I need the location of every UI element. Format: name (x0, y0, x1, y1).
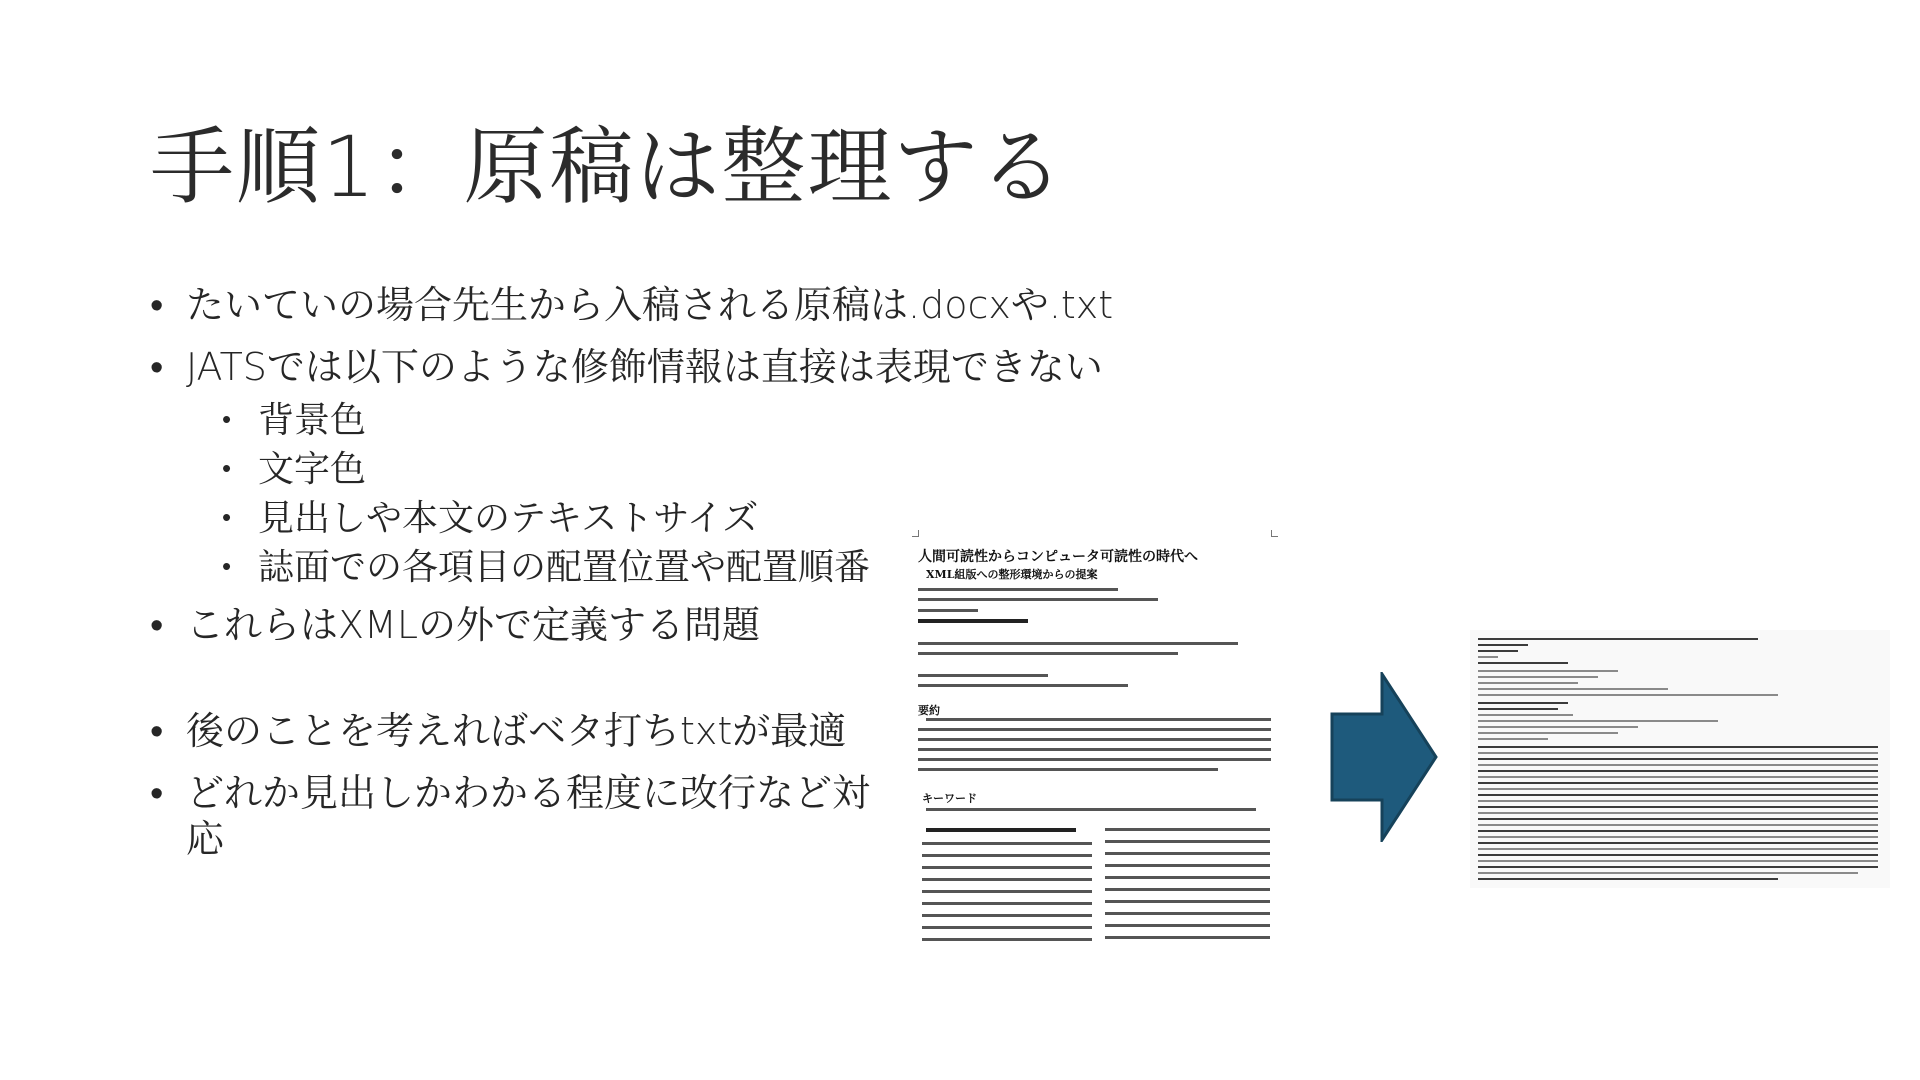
bullet-item: • どれか見出しかわかる程度に改行など対応 (150, 770, 906, 862)
docx-manuscript-thumbnail (910, 528, 1280, 960)
bullet-item: • 後のことを考えればベタ打ちtxtが最適 (150, 708, 910, 754)
doc-title: 人間可読性からコンピュータ可読性の時代へ (918, 549, 1198, 565)
bullet-item: • JATSでは以下のような修飾情報は直接は表現できない (150, 344, 910, 390)
right-arrow-icon (1330, 672, 1440, 842)
sub-bullet-item: • 文字色 (222, 445, 910, 494)
slide-title: 手順1：原稿は整理する (150, 118, 1066, 216)
sub-bullet-item: • 見出しや本文のテキストサイズ (222, 494, 910, 543)
sub-bullet-list (150, 396, 910, 592)
plain-text-thumbnail (1470, 630, 1890, 888)
doc-subtitle: XML組版への整形環境からの提案 (926, 568, 1098, 581)
bullet-item: • たいていの場合先生から入稿される原稿は.docxや.txt (150, 282, 910, 328)
doc-abstract-heading: 要約 (918, 704, 940, 717)
doc-keyword-heading: キーワード (922, 792, 977, 805)
bullet-item: • これらはXMLの外で定義する問題 (150, 602, 910, 648)
sub-bullet-item: • 背景色 (222, 396, 910, 445)
sub-bullet-item: • 誌面での各項目の配置位置や配置順番 (222, 543, 910, 592)
